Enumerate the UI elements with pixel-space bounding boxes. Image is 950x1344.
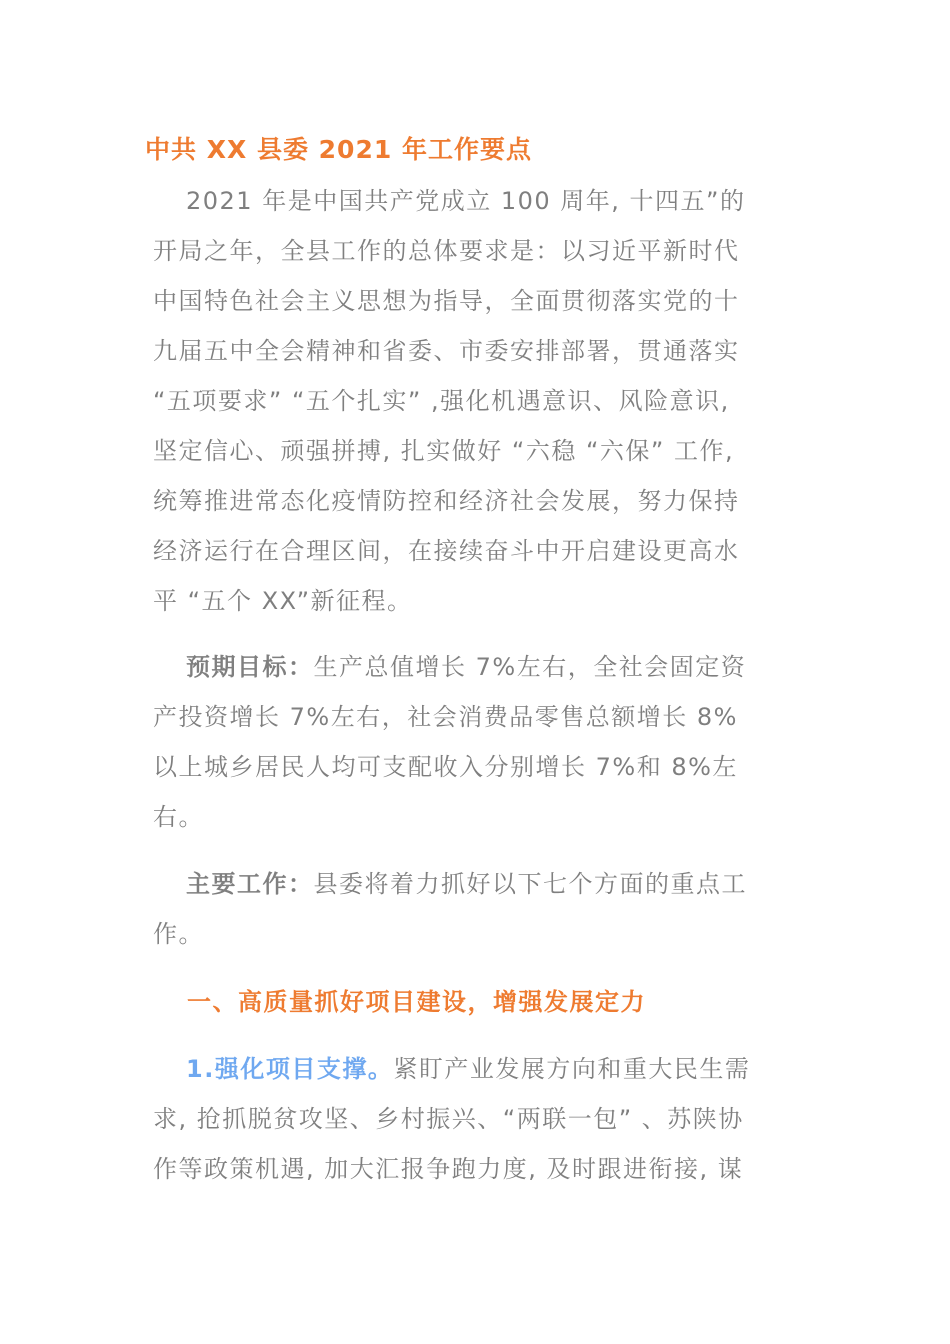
intro-line: 中国特色社会主义思想为指导，全面贯彻落实党的十 (153, 287, 740, 315)
intro-line: “五项要求” “五个扎实” ,强化机遇意识、风险意识, (153, 387, 730, 415)
main-work-first-text: 县委将着力抓好以下七个方面的重点工 (313, 870, 747, 898)
goals-line: 产投资增长 7%左右，社会消费品零售总额增长 8% (153, 703, 738, 731)
goals-first-text: 生产总值增长 7%左右，全社会固定资 (313, 653, 747, 681)
item-1-first-text: 紧盯产业发展方向和重大民生需 (393, 1055, 751, 1083)
item-1-first-line (153, 1044, 803, 1094)
intro-line: 坚定信心、顽强拼搏, 扎实做好 “六稳 “六保” 工作, (153, 437, 735, 465)
item-1-line: 作等政策机遇, 加大汇报争跑力度, 及时跟进衔接, 谋 (153, 1155, 744, 1183)
intro-line: 经济运行在合理区间，在接续奋斗中开启建设更高水 (153, 537, 740, 565)
item-1-line: 求, 抢抓脱贫攻坚、乡村振兴、“两联一包” 、苏陕协 (153, 1105, 744, 1133)
main-work-paragraph (153, 859, 803, 959)
intro-paragraph (153, 176, 803, 626)
document-title: 中共 XX 县委 2021 年工作要点 (145, 135, 532, 164)
intro-line: 九届五中全会精神和省委、市委安排部署，贯通落实 (153, 337, 740, 365)
main-work-first-line (153, 859, 803, 909)
goals-line: 右。 (153, 803, 204, 831)
intro-line: 开局之年，全县工作的总体要求是：以习近平新时代 (153, 237, 740, 265)
section-1-heading: 一、高质量抓好项目建设，增强发展定力 (187, 988, 646, 1016)
intro-line: 统筹推进常态化疫情防控和经济社会发展，努力保持 (153, 487, 740, 515)
main-work-line: 作。 (153, 920, 204, 948)
item-1-label: 1.强化项目支撑。 (186, 1055, 394, 1083)
goals-first-line (153, 642, 803, 692)
goals-paragraph (153, 642, 803, 842)
goals-line: 以上城乡居民人均可支配收入分别增长 7%和 8%左 (153, 753, 738, 781)
goals-label: 预期目标： (186, 653, 314, 681)
intro-line: 2021 年是中国共产党成立 100 周年, 十四五”的 (186, 187, 746, 215)
intro-line: 平 “五个 XX”新征程。 (153, 587, 413, 615)
main-work-label: 主要工作： (186, 870, 314, 898)
item-1-paragraph (153, 1044, 803, 1194)
